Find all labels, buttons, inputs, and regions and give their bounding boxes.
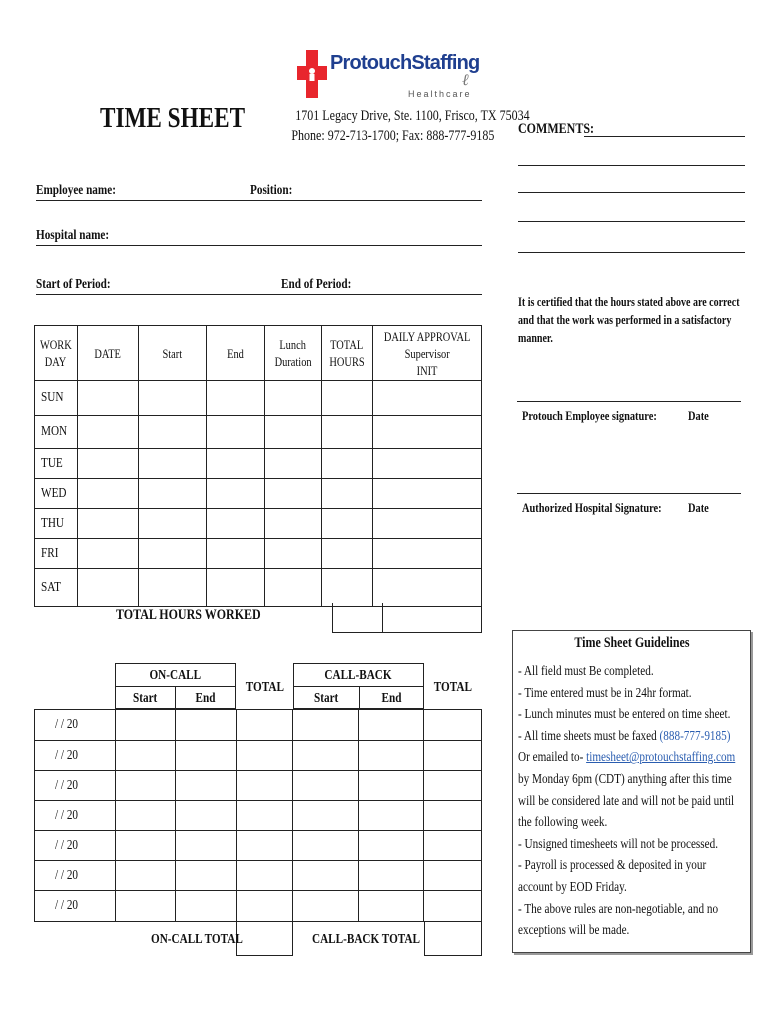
date-cell[interactable] xyxy=(77,479,138,509)
oncall-start-cell[interactable] xyxy=(115,801,175,831)
table-row xyxy=(35,569,482,607)
end-cell[interactable] xyxy=(206,509,264,539)
period-line[interactable] xyxy=(36,294,482,295)
employee-signature-label: Protouch Employee signature: xyxy=(522,408,657,423)
approval-cell[interactable] xyxy=(372,539,481,569)
end-cell[interactable] xyxy=(206,539,264,569)
date-cell[interactable] xyxy=(77,539,138,569)
header-daily-approval: DAILY APPROVAL Supervisor INIT xyxy=(372,326,481,381)
start-cell[interactable] xyxy=(138,381,206,416)
header-date: DATE xyxy=(77,326,138,381)
hospital-signature-line[interactable] xyxy=(517,493,741,494)
hospital-signature-label: Authorized Hospital Signature: xyxy=(522,500,662,515)
total-cell[interactable] xyxy=(321,416,372,449)
callback-total-cell[interactable] xyxy=(424,771,482,801)
callback-end-cell[interactable] xyxy=(359,710,424,741)
daily-hours-table xyxy=(34,325,482,607)
position-label: Position: xyxy=(250,183,293,198)
callback-start-cell[interactable] xyxy=(293,741,359,771)
oncall-total-cell[interactable] xyxy=(236,861,293,891)
oncall-table xyxy=(34,709,482,922)
callback-label: CALL-BACK xyxy=(324,668,393,683)
table-row xyxy=(35,381,482,416)
day-label: THU xyxy=(35,509,78,539)
callback-start-cell[interactable] xyxy=(293,831,359,861)
total-cell[interactable] xyxy=(321,569,372,607)
callback-total-cell[interactable] xyxy=(424,861,482,891)
total-hours-box[interactable] xyxy=(332,603,383,633)
end-cell[interactable] xyxy=(206,381,264,416)
logo-sub-text: Healthcare xyxy=(408,89,472,99)
hospital-name-label: Hospital name: xyxy=(36,228,110,243)
oncall-start-cell[interactable] xyxy=(115,771,175,801)
employee-signature-line[interactable] xyxy=(517,401,741,402)
callback-end-cell[interactable] xyxy=(359,801,424,831)
total-cell[interactable] xyxy=(321,381,372,416)
lunch-cell[interactable] xyxy=(265,569,322,607)
start-cell[interactable] xyxy=(138,449,206,479)
table-row xyxy=(35,479,482,509)
logo-brand-text: ProtouchStaffing xyxy=(330,52,480,74)
date-cell[interactable] xyxy=(77,416,138,449)
callback-total-cell[interactable] xyxy=(424,710,482,741)
lunch-cell[interactable] xyxy=(265,416,322,449)
lunch-cell[interactable] xyxy=(265,449,322,479)
callback-start-cell[interactable] xyxy=(293,801,359,831)
start-cell[interactable] xyxy=(138,509,206,539)
callback-total-cell[interactable] xyxy=(424,831,482,861)
end-cell[interactable] xyxy=(206,479,264,509)
oncall-end-cell[interactable] xyxy=(175,771,236,801)
table-row xyxy=(35,831,482,861)
start-cell[interactable] xyxy=(138,479,206,509)
oncall-end-cell[interactable] xyxy=(175,831,236,861)
approval-cell[interactable] xyxy=(372,569,481,607)
date-cell[interactable] xyxy=(77,449,138,479)
guideline-item: - Payroll is processed & deposited in your xyxy=(518,858,707,874)
start-cell[interactable] xyxy=(138,416,206,449)
callback-total-cell[interactable] xyxy=(424,891,482,922)
oncall-start-cell[interactable] xyxy=(115,741,175,771)
company-phone: Phone: 972-713-1700; Fax: 888-777-9185 xyxy=(291,128,495,144)
table-row xyxy=(35,741,482,771)
start-period-label: Start of Period: xyxy=(36,277,111,292)
guideline-item: by Monday 6pm (CDT) anything after this time xyxy=(518,771,732,787)
guideline-item: exceptions will be made. xyxy=(518,923,630,939)
date-label: / / 20 xyxy=(35,741,116,771)
oncall-end-cell[interactable] xyxy=(175,801,236,831)
oncall-start-cell[interactable] xyxy=(115,861,175,891)
oncall-start-cell[interactable] xyxy=(115,891,175,922)
total-hours-approval-box[interactable] xyxy=(382,603,482,633)
guideline-item: Or emailed to- timesheet@protouchstaffing.com xyxy=(518,750,736,766)
guideline-item: account by EOD Friday. xyxy=(518,879,627,895)
table-row xyxy=(35,416,482,449)
day-label: MON xyxy=(35,416,78,449)
approval-cell[interactable] xyxy=(372,381,481,416)
guideline-item: the following week. xyxy=(518,815,608,831)
callback-end-cell[interactable] xyxy=(359,831,424,861)
oncall-start-label: Start xyxy=(132,691,158,706)
callback-end-cell[interactable] xyxy=(359,861,424,891)
total-cell[interactable] xyxy=(321,509,372,539)
employee-name-line[interactable] xyxy=(36,200,482,201)
date-label: / / 20 xyxy=(35,801,116,831)
oncall-total-cell[interactable] xyxy=(236,891,293,922)
day-label: SAT xyxy=(35,569,78,607)
date-cell[interactable] xyxy=(77,509,138,539)
header-work-day: WORK DAY xyxy=(35,326,78,381)
lunch-cell[interactable] xyxy=(265,479,322,509)
approval-cell[interactable] xyxy=(372,449,481,479)
oncall-label: ON-CALL xyxy=(149,668,202,683)
comments-line-2[interactable] xyxy=(518,165,745,166)
callback-total-cell[interactable] xyxy=(424,741,482,771)
header-total-hours: TOTAL HOURS xyxy=(321,326,372,381)
approval-cell[interactable] xyxy=(372,416,481,449)
oncall-total-cell[interactable] xyxy=(236,771,293,801)
oncall-end-cell[interactable] xyxy=(175,741,236,771)
logo-cross-icon xyxy=(297,50,327,98)
lunch-cell[interactable] xyxy=(265,509,322,539)
callback-total-cell[interactable] xyxy=(424,801,482,831)
table-row xyxy=(35,771,482,801)
guidelines-box xyxy=(512,630,751,953)
date-label: / / 20 xyxy=(35,710,116,741)
end-cell[interactable] xyxy=(206,449,264,479)
guideline-item: - Lunch minutes must be entered on time sheet. xyxy=(518,707,731,723)
callback-end-cell[interactable] xyxy=(359,741,424,771)
callback-end-cell[interactable] xyxy=(359,891,424,922)
total-cell[interactable] xyxy=(321,539,372,569)
comments-line-3[interactable] xyxy=(518,192,745,193)
callback-total-label-text: CALL-BACK TOTAL xyxy=(312,932,420,947)
guideline-item: - All field must Be completed. xyxy=(518,664,654,679)
end-cell[interactable] xyxy=(206,416,264,449)
start-cell[interactable] xyxy=(138,539,206,569)
table-row xyxy=(35,449,482,479)
comments-line-4[interactable] xyxy=(518,221,745,222)
callback-end-label: End xyxy=(381,691,402,706)
oncall-start-cell[interactable] xyxy=(115,710,175,741)
end-cell[interactable] xyxy=(206,569,264,607)
oncall-total-cell[interactable] xyxy=(236,741,293,771)
guideline-item: will be considered late and will not be paid until xyxy=(518,793,735,809)
oncall-total-cell[interactable] xyxy=(236,831,293,861)
guideline-item: - All time sheets must be faxed (888-777-9185) xyxy=(518,728,731,744)
callback-total-label: TOTAL xyxy=(433,680,473,695)
oncall-total-cell[interactable] xyxy=(236,710,293,741)
date-label: / / 20 xyxy=(35,831,116,861)
hospital-name-line[interactable] xyxy=(36,245,482,246)
page-title: TIME SHEET xyxy=(100,102,246,134)
guidelines-title: Time Sheet Guidelines xyxy=(573,635,690,651)
callback-start-cell[interactable] xyxy=(293,710,359,741)
end-period-label: End of Period: xyxy=(281,277,352,292)
oncall-end-cell[interactable] xyxy=(175,861,236,891)
comments-label: COMMENTS: xyxy=(518,121,594,137)
day-label: FRI xyxy=(35,539,78,569)
oncall-total-cell[interactable] xyxy=(236,801,293,831)
total-cell[interactable] xyxy=(321,449,372,479)
comments-line-1[interactable] xyxy=(584,136,745,137)
oncall-total-label: TOTAL xyxy=(245,680,285,695)
comments-line-5[interactable] xyxy=(518,252,745,253)
callback-start-cell[interactable] xyxy=(293,891,359,922)
table-row xyxy=(35,539,482,569)
callback-start-cell[interactable] xyxy=(293,861,359,891)
table-row xyxy=(35,710,482,741)
day-label: WED xyxy=(35,479,78,509)
hospital-signature-date: Date xyxy=(688,500,709,515)
date-label: / / 20 xyxy=(35,891,116,922)
day-label: TUE xyxy=(35,449,78,479)
table-row xyxy=(35,861,482,891)
oncall-end-label: End xyxy=(195,691,216,706)
oncall-end-cell[interactable] xyxy=(175,710,236,741)
table-row xyxy=(35,891,482,922)
date-label: / / 20 xyxy=(35,771,116,801)
guideline-item: - Unsigned timesheets will not be processed. xyxy=(518,836,719,852)
email-link[interactable]: timesheet@protouchstaffing.com xyxy=(586,750,736,766)
lunch-cell[interactable] xyxy=(265,539,322,569)
certification-text: It is certified that the hours stated above are correct and that the work was performed in a satisfactory manner. xyxy=(518,295,740,345)
total-hours-label: TOTAL HOURS WORKED xyxy=(116,607,261,623)
start-cell[interactable] xyxy=(138,569,206,607)
guideline-item: - The above rules are non-negotiable, and no xyxy=(518,901,719,917)
employee-signature-date: Date xyxy=(688,408,709,423)
date-label: / / 20 xyxy=(35,861,116,891)
employee-name-label: Employee name: xyxy=(36,183,116,198)
table-row xyxy=(35,509,482,539)
day-label: SUN xyxy=(35,381,78,416)
header-start: Start xyxy=(138,326,206,381)
callback-start-label: Start xyxy=(313,691,339,706)
lunch-cell[interactable] xyxy=(265,381,322,416)
company-address: 1701 Legacy Drive, Ste. 1100, Frisco, TX 75034 xyxy=(295,108,530,124)
total-cell[interactable] xyxy=(321,479,372,509)
callback-end-cell[interactable] xyxy=(359,771,424,801)
oncall-start-cell[interactable] xyxy=(115,831,175,861)
date-cell[interactable] xyxy=(77,381,138,416)
guidelines-list xyxy=(513,661,750,942)
header-end: End xyxy=(206,326,264,381)
oncall-end-cell[interactable] xyxy=(175,891,236,922)
header-lunch: Lunch Duration xyxy=(265,326,322,381)
table-row xyxy=(35,801,482,831)
date-cell[interactable] xyxy=(77,569,138,607)
approval-cell[interactable] xyxy=(372,479,481,509)
logo-swirl: ℓ xyxy=(462,72,469,89)
callback-start-cell[interactable] xyxy=(293,771,359,801)
oncall-total-label-text: ON-CALL TOTAL xyxy=(151,932,243,947)
fax-number: (888-777-9185) xyxy=(659,728,731,744)
guideline-item: - Time entered must be in 24hr format. xyxy=(518,685,692,701)
approval-cell[interactable] xyxy=(372,509,481,539)
